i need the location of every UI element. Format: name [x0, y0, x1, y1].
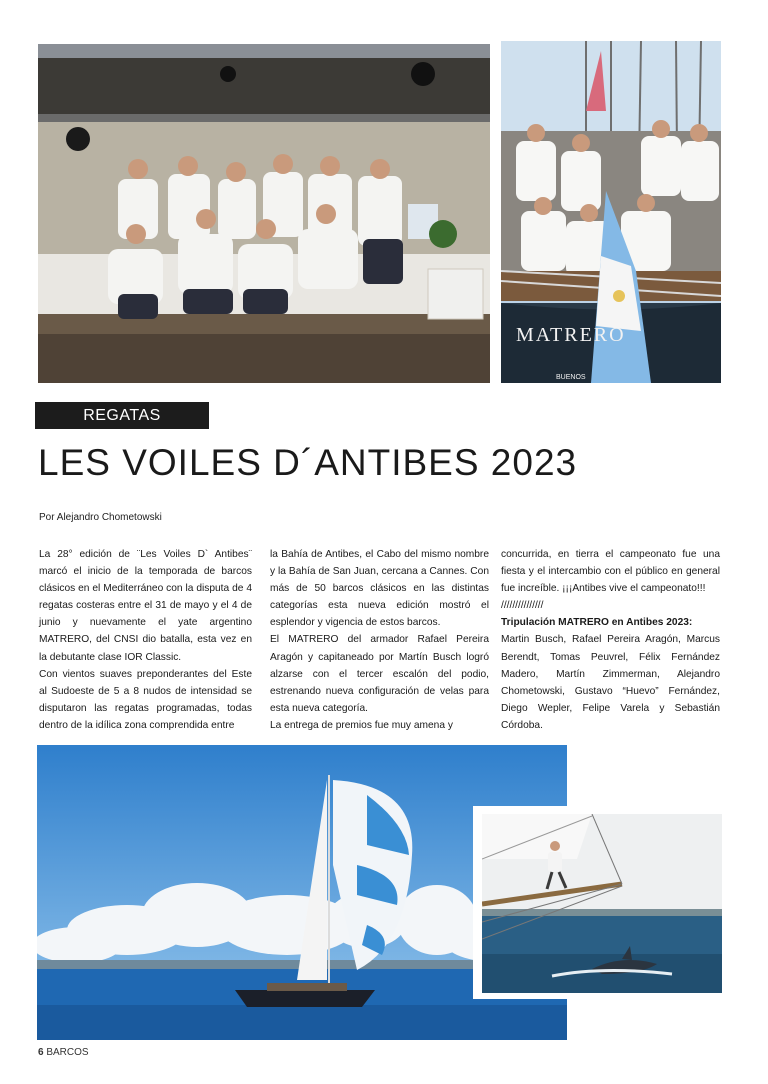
crew-on-yacht-photo [501, 41, 721, 383]
article-column-2 [270, 546, 489, 734]
article-column-3 [501, 546, 720, 734]
crew-list: Martin Busch, Rafael Pereira Aragón, Marcus Berendt, Tomas Peuvrel, Félix Fernández Madero, Martín Zimmerman, Alejandro Chometowski, Gustavo “Huevo” Fernández, Diego Wepler, Felipe Varela y Sebastián Córdoba. [501, 634, 720, 731]
paragraph: La entrega de premios fue muy amena y [270, 719, 453, 731]
article-column-1 [39, 546, 252, 734]
podium-celebration-photo [38, 44, 490, 383]
page-footer [38, 1047, 89, 1058]
paragraph: El MATRERO del armador Rafael Pereira Aragón y capitaneado por Martín Busch logró alzarse con el tercer escalón del podio, estrenando nueva configuración de velas para esta nueva categoría. [270, 634, 489, 714]
hull-port-name: BUENOS [556, 374, 586, 381]
hull-boat-name: MATRERO [516, 324, 626, 346]
article-title: LES VOILES D´ANTIBES 2023 [38, 442, 578, 483]
separator-text: /////////////// [501, 600, 544, 612]
paragraph: concurrida, en tierra el campeonato fue una fiesta y el intercambio con el público en general fue increíble. ¡¡¡Antibes vive el campeonato!!! [501, 549, 720, 595]
crew-heading: Tripulación MATRERO en Antibes 2023: [501, 617, 693, 629]
paragraph: La 28° edición de ¨Les Voiles D` Antibes¨ marcó el inicio de la temporada de barcos clásicos en el Mediterráneo con la disputa de 4 regatas costeras entre el 31 de mayo y el 4 de junio y nuevamente el yate argentino MATRERO, del CNSI dio batalla, esta vez en la debutante clase IOR Classic. [39, 549, 252, 663]
paragraph: la Bahía de Antibes, el Cabo del mismo nombre y la Bahía de San Juan, cercana a Cannes. Con más de 50 barcos clásicos en las distintas categorías esta nueva edición mostró el esplendor y vigencia de estos barcos. [270, 549, 489, 629]
page-number: 6 [38, 1047, 44, 1058]
paragraph: Con vientos suaves preponderantes del Este al Sudoeste de 5 a 8 nudos de intensidad se disputaron las regatas programadas, todas dentro de la idílica zona comprendida entre [39, 668, 252, 731]
byline: Por Alejandro Chometowski [39, 512, 162, 523]
dolphin-bow-photo [482, 814, 722, 993]
section-tag: REGATAS [35, 402, 209, 429]
magazine-name: BARCOS [46, 1047, 89, 1058]
